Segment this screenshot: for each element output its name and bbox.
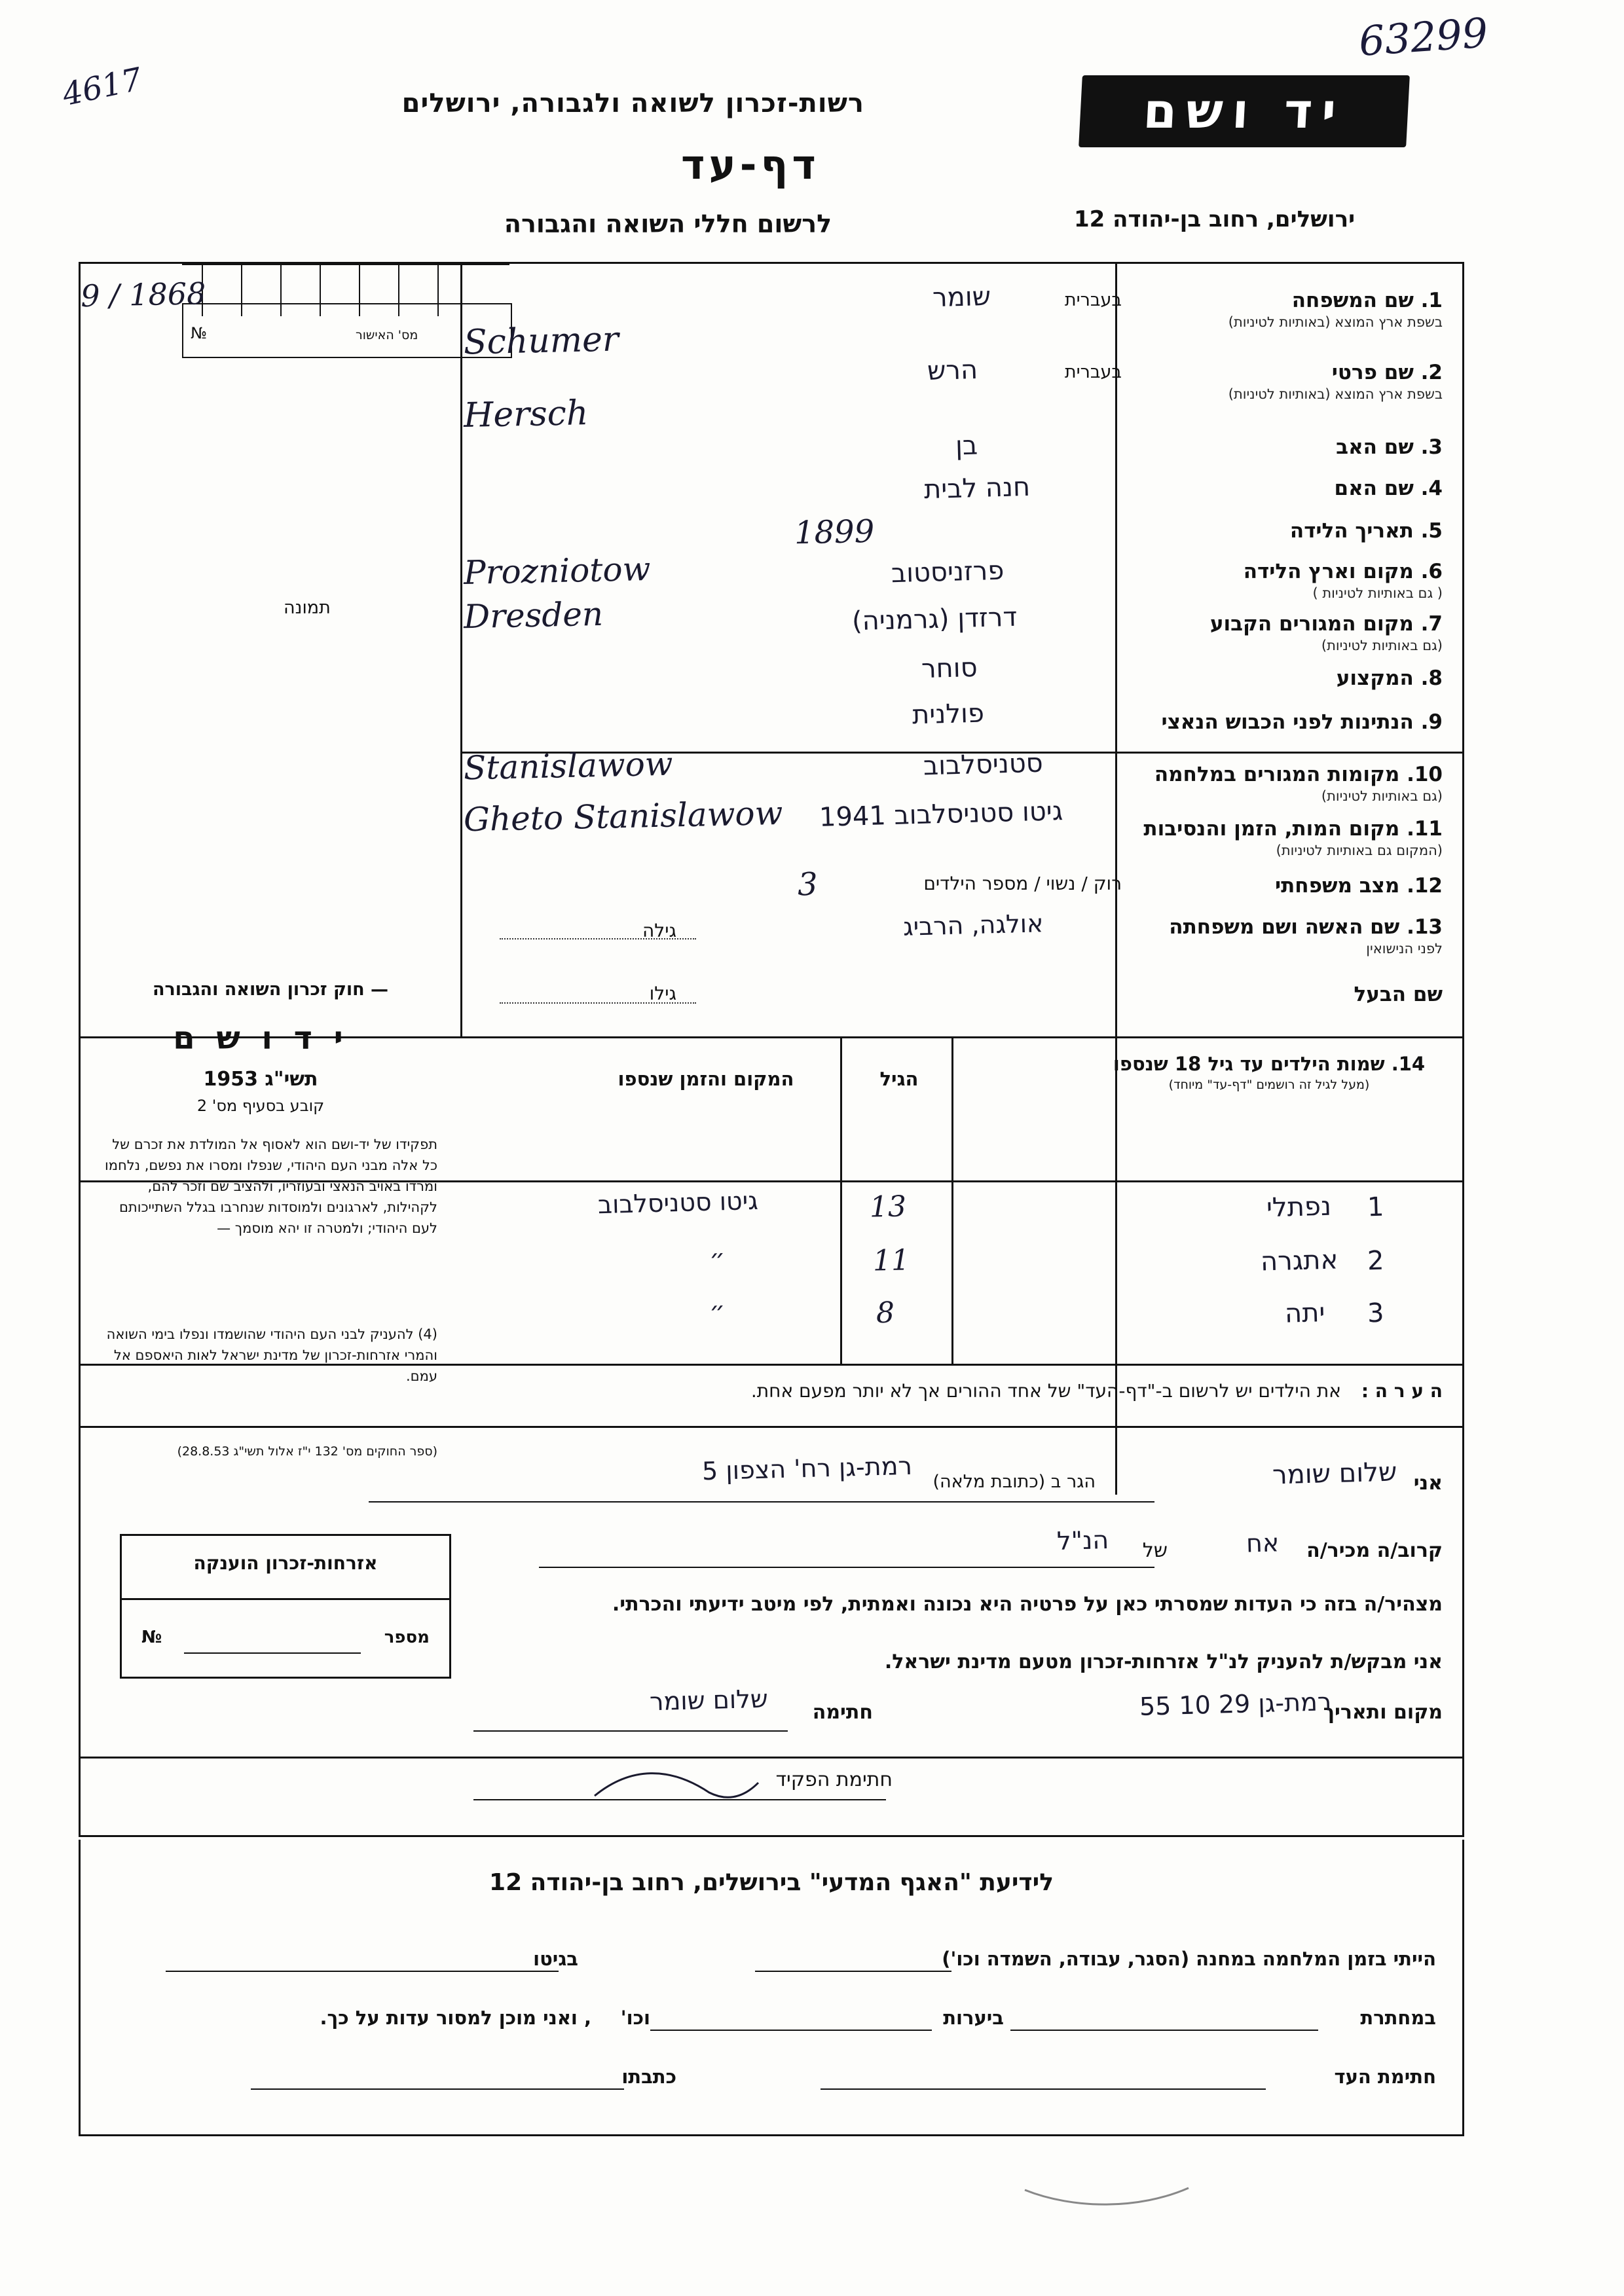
page-title: דף-עד — [681, 141, 820, 189]
divider-children-place — [951, 1036, 953, 1364]
note-label: ה ע ר ה : — [1361, 1380, 1443, 1402]
field-num-8: 8. — [1420, 666, 1443, 690]
child-index-1: 1 — [1366, 1192, 1384, 1223]
place-date-label: מקום ותאריך — [1323, 1701, 1443, 1724]
certificate-no-symbol: № — [141, 1628, 162, 1647]
field-label-6 — [1128, 560, 1443, 601]
field-text-13: שם האשה ושם משפחתה — [1169, 915, 1400, 939]
law-year: תשי"ג 1953 — [203, 1068, 318, 1091]
wife-age-label: גילה — [642, 920, 676, 941]
field-label-5 — [1128, 519, 1443, 543]
main-form-frame — [79, 262, 1464, 1837]
signature-value: שלום שומר — [649, 1684, 769, 1717]
value-war-residence-hebrew: סטניסלבוב — [923, 748, 1044, 782]
value-family-name-latin: Schumer — [463, 319, 619, 363]
divider-note — [81, 1426, 1462, 1428]
field-text-5: תאריך הלידה — [1289, 519, 1414, 543]
value-birth-place-hebrew: פרזניסטוב — [891, 555, 1005, 589]
declarant-address-value: רמת-גן רח' הצפון 5 — [701, 1451, 913, 1486]
marital-status-inline-label: רוק / נשוי / מספר הילדים — [923, 873, 1122, 894]
field-num-13: 13. — [1407, 915, 1443, 939]
signature-label: חתימה — [812, 1701, 873, 1724]
relative-of-value: הנ"ל — [1056, 1525, 1109, 1556]
law-paragraph-2: (4) להעניק לבני העם היהודי שהושמדו ונפלו בימי השואה והמרי אזרחות-זכרון של מדינת ישראל לאות היאספם אל עמם. — [106, 1326, 437, 1384]
field-num-12: 12. — [1407, 874, 1443, 898]
field-num-3: 3. — [1420, 435, 1443, 459]
child-index-2: 2 — [1366, 1245, 1384, 1277]
field-label-12 — [1128, 874, 1443, 898]
bottom-witness-signature-label: חתימת העד — [1334, 2066, 1436, 2088]
bottom-line2-b: ביערות — [943, 2007, 1004, 2029]
field-num-6: 6. — [1420, 560, 1443, 583]
value-first-name-hebrew: הרש — [927, 354, 978, 387]
bottom-line1-a: הייתי בזמן המלחמה במחנה (הסגר, עבודה, השמדה וכו') — [942, 1948, 1436, 1970]
value-children-count: 3 — [797, 866, 819, 903]
children-col-age: הגיל — [879, 1068, 919, 1090]
field-num-7: 7. — [1420, 612, 1443, 636]
field-label-7 — [1128, 612, 1443, 653]
child-index-3: 3 — [1366, 1298, 1384, 1329]
field-num-4: 4. — [1420, 477, 1443, 500]
field-text-10: מקומות המגורים במלחמה — [1154, 763, 1400, 786]
husband-age-label: גילו — [649, 983, 676, 1004]
field-sub-7: (גם באותיות לטיניות) — [1321, 638, 1443, 653]
declaration-i-label: אני — [1413, 1472, 1443, 1495]
declaration-truth-statement: מצהיר/ה בזה כי העדות שמסרתי כאן על פרטיה היא נכונה ואמתית, לפי מיטב ידיעתי והכרתי. — [612, 1593, 1443, 1616]
bottom-line2-c: וכו' — [620, 2007, 650, 2029]
approval-number-value: 9 / 1868 — [80, 276, 206, 314]
field-text-8: המקצוע — [1336, 666, 1414, 690]
yad-vashem-title: י ד ו ש ם — [173, 1020, 348, 1057]
field-text-2: שם פרטי — [1331, 361, 1414, 384]
child-place-2: ״ — [709, 1243, 726, 1273]
certificate-number-label: מספר — [384, 1628, 430, 1647]
child-age-3: 8 — [876, 1296, 895, 1330]
law-reference: (ספר החוקים מס' 132 י"ז אלול תשי"ג 28.8.53) — [177, 1444, 437, 1459]
field-num-5: 5. — [1420, 519, 1443, 543]
field-num-11: 11. — [1407, 817, 1443, 841]
field-sub-10: (גם באותיות לטיניות) — [1321, 788, 1443, 804]
field-sub-2: בשפת ארץ המוצא (באותיות לטיניות) — [1228, 386, 1443, 402]
citizenship-certificate-box — [120, 1534, 451, 1679]
law-paragraph-1: תפקידו של יד-ושם הוא לאסוף אל המולדת את זכרם של כל אלה מבני העם היהודי, שנפלו ומסרו את נפשם, נלחמו ומרדו באויב הנאצי ובעוזריו, ולהציב שם וזכר להם, לקהילות, לארגונים ולמוסדות שנחרבו בגלל השתייכותם לעם היהודי; ולמטרה זו יהא מוסמך — — [105, 1137, 437, 1236]
child-name-3: יתה — [1284, 1298, 1325, 1329]
yad-vashem-logo: יד ושם — [1079, 75, 1410, 147]
approval-number-box — [182, 303, 512, 358]
value-death-place-hebrew: גיטו סטניסלבוב 1941 — [819, 796, 1063, 833]
field-sub-1: בשפת ארץ המוצא (באותיות לטיניות) — [1228, 314, 1443, 330]
child-place-3: ״ — [709, 1296, 726, 1326]
value-birth-date: 1899 — [794, 513, 875, 552]
masthead — [0, 0, 1624, 262]
field-text-7: מקום המגורים הקבוע — [1209, 612, 1414, 636]
field-num-1: 1. — [1420, 289, 1443, 312]
value-first-name-latin: Hersch — [463, 393, 589, 435]
declaration-address-label: הגר ב (כתובת מלאה) — [932, 1472, 1096, 1492]
child-name-1: נפתלי — [1266, 1191, 1332, 1224]
field-label-2 — [1128, 361, 1443, 402]
field-text-11: מקום המות, הזמן והנסיבות — [1143, 817, 1400, 841]
value-residence-latin: Dresden — [463, 594, 604, 636]
relative-relation-value: אח — [1246, 1528, 1280, 1558]
certificate-title: אזרחות-זכרון הוענקה — [193, 1552, 378, 1574]
field-text-12: מצב משפחתי — [1274, 874, 1400, 898]
bottom-line2-a: במחתרת — [1360, 2007, 1436, 2029]
children-section-title: שמות הילדים עד גיל 18 שנספו — [1113, 1053, 1385, 1075]
latin-note-2: בעברית — [1064, 362, 1122, 382]
page-subtitle: לרשום חללי השואה והגבורה — [504, 210, 832, 238]
clerk-signature-mark — [591, 1763, 762, 1802]
clerk-signature-label: חתימת הפקיד — [775, 1768, 893, 1791]
value-war-residence-latin: Stanislawow — [463, 744, 674, 788]
field-label-husband: שם הבעל — [1354, 983, 1443, 1006]
value-mother-name: חנה לבית — [923, 471, 1031, 505]
place-date-value: רמת-גן 29 10 55 — [1139, 1687, 1332, 1721]
latin-note-1: בעברית — [1064, 290, 1122, 310]
child-place-1: גיטו סטניסלבוב — [597, 1186, 759, 1220]
declaration-relative-label: קרוב/ה מכיר/ה — [1306, 1539, 1443, 1562]
field-text-1: שם המשפחה — [1291, 289, 1414, 312]
field-label-4 — [1128, 477, 1443, 500]
divider-sidebar — [460, 264, 462, 1036]
bottom-line1-b: בגיטו — [533, 1948, 578, 1970]
archive-number-top-right: 63299 — [1357, 9, 1490, 65]
field-text-9: הנתינות לפני הכבוש הנאצי — [1161, 710, 1414, 734]
note-text: את הילדים יש לרשום ב-"דף-העד" של אחד ההורים אך לא יותר מפעם אחת. — [750, 1380, 1341, 1402]
declaration-of-label: של — [1142, 1539, 1168, 1562]
child-age-2: 11 — [872, 1243, 910, 1278]
children-section-sub: (מעל לגיל זה רושמים "דף-עד" מיוחד) — [1168, 1078, 1370, 1092]
field-text-6: מקום וארץ הלידה — [1243, 560, 1414, 583]
value-wife-name: אולגה, הרביג — [902, 909, 1044, 941]
field-sub-6: ( גם באותיות לטיניות ) — [1312, 585, 1443, 601]
archive-number-top-left: 4617 — [59, 60, 145, 114]
photo-placeholder-label: תמונה — [284, 598, 331, 618]
value-father-name: בן — [955, 430, 978, 462]
bottom-line2-d: , ואני מוכן למסור עדות על כך. — [320, 2007, 591, 2029]
field-label-13 — [1128, 915, 1443, 957]
field-text-4: שם האם — [1334, 477, 1414, 500]
field-sub-13: לפני הנישואין — [1366, 941, 1443, 957]
field-num-9: 9. — [1420, 710, 1443, 734]
field-num-2: 2. — [1420, 361, 1443, 384]
scan-artifact — [1022, 2180, 1192, 2213]
field-label-10 — [1115, 763, 1443, 804]
bottom-address-label: כתבתו — [621, 2066, 676, 2088]
no-symbol: № — [191, 324, 207, 342]
value-birth-place-latin: Prozniotow — [463, 550, 651, 592]
child-name-2: אתגרה — [1260, 1245, 1338, 1277]
field-text-3: שם האב — [1336, 435, 1414, 459]
children-section-num: 14. — [1391, 1053, 1426, 1075]
field-label-1 — [1128, 289, 1443, 330]
law-heading: — חוק זכרון השואה והגבורה — [152, 979, 389, 1000]
value-profession: סוחר — [921, 652, 978, 685]
value-citizenship: פולנית — [912, 698, 985, 731]
value-death-place-latin: Gheto Stanislawow — [463, 793, 783, 839]
child-age-1: 13 — [869, 1190, 907, 1224]
children-section-header — [1096, 1053, 1443, 1092]
approval-label: מס' האישור — [356, 328, 418, 342]
organization-address: ירושלים, רחוב בן-יהודה 12 — [1074, 206, 1356, 232]
field-label-8 — [1128, 666, 1443, 690]
declaration-request-statement: אני מבקש/ת להעניק לנ"ל אזרחות-זכרון מטעם מדינת ישראל. — [884, 1650, 1443, 1673]
law-section: קובע בסעיף מס' 2 — [196, 1097, 325, 1115]
field-num-10: 10. — [1407, 763, 1443, 786]
organization-name: רשות-זכרון לשואה ולגבורה, ירושלים — [401, 88, 864, 118]
value-residence-hebrew: דרזדן (גרמניה) — [851, 602, 1018, 637]
bottom-title: לידיעת "האגף המדעי" בירושלים, רחוב בן-יהודה 12 — [489, 1869, 1054, 1896]
declarant-name-value: שלום שומר — [1272, 1457, 1397, 1491]
field-sub-11: (המקום גם באותיות לטיניות) — [1276, 843, 1443, 858]
field-label-3 — [1128, 435, 1443, 459]
field-label-9 — [1128, 710, 1443, 734]
field-label-11 — [1102, 817, 1443, 858]
divider-declaration — [81, 1757, 1462, 1758]
bottom-section — [79, 1840, 1464, 2136]
children-col-place: המקום והזמן שנספו — [618, 1068, 794, 1090]
value-family-name-hebrew: שומר — [932, 281, 991, 314]
